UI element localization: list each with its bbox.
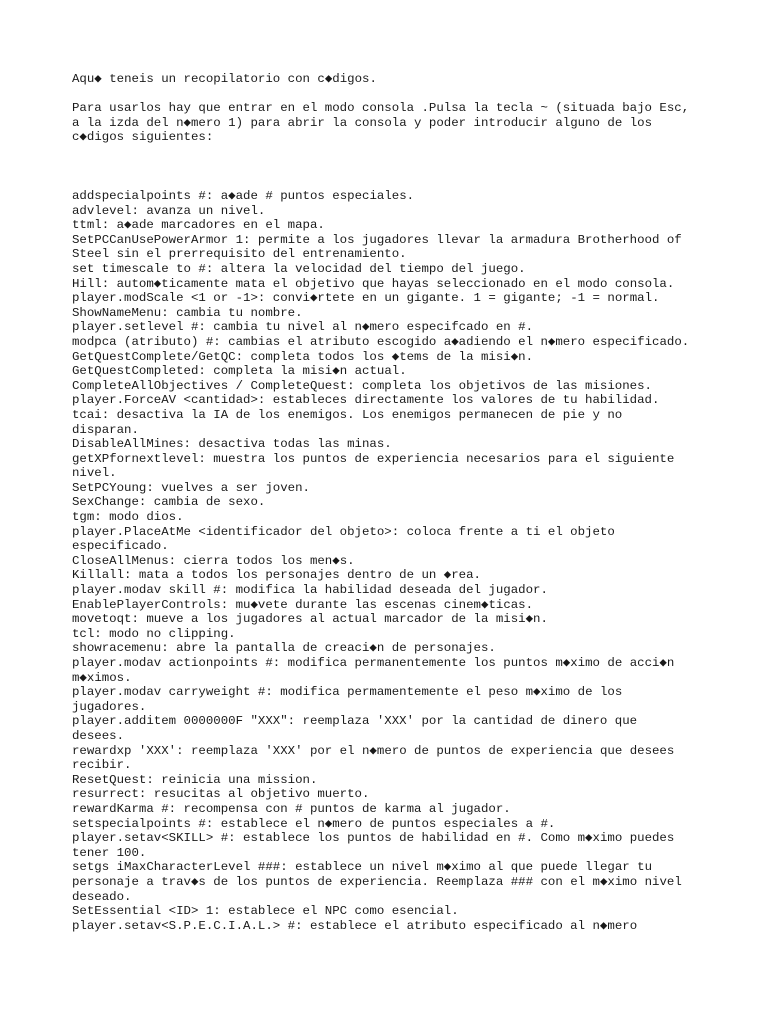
command-line: movetoqt: mueve a los jugadores al actual marcador de la misi◆n. [72,612,548,627]
command-line: SexChange: cambia de sexo. [72,495,266,510]
command-line: CloseAllMenus: cierra todos los men◆s. [72,553,355,568]
intro-paragraph [72,101,732,145]
command-line: tener 100. [72,845,147,860]
command-line: player.additem 0000000F "XXX": reemplaza 'XXX' por la cantidad de dinero que [72,714,638,729]
command-line: player.modav carryweight #: modifica permamentemente el peso m◆ximo de los [72,685,623,700]
command-line: m◆ximos. [72,670,132,685]
command-line: Steel sin el prerrequisito del entrenamiento. [72,247,407,262]
command-line: disparan. [72,422,139,437]
command-line: showracemenu: abre la pantalla de creaci◆n de personajes. [72,641,496,656]
command-line: setspecialpoints #: establece el n◆mero de puntos especiales a #. [72,816,556,831]
command-line: player.ForceAV <cantidad>: estableces directamente los valores de tu habilidad. [72,393,660,408]
command-line: tcl: modo no clipping. [72,626,236,641]
document-title: Aqu◆ teneis un recopilatorio con c◆digos. [72,72,377,86]
command-line: SetEssential <ID> 1: establece el NPC como esencial. [72,904,459,919]
command-line: player.PlaceAtMe <identificador del objeto>: coloca frente a ti el objeto [72,524,615,539]
command-line: ShowNameMenu: cambia tu nombre. [72,305,303,320]
command-list [72,189,732,933]
command-line: addspecialpoints #: a◆ade # puntos especiales. [72,189,415,203]
command-line: ttml: a◆ade marcadores en el mapa. [72,218,325,233]
command-line: GetQuestComplete/GetQC: completa todos los ◆tems de la misi◆n. [72,349,534,364]
command-line: player.setlevel #: cambia tu nivel al n◆mero especifcado en #. [72,320,534,335]
command-line: deseado. [72,889,132,904]
command-line: Killall: mata a todos los personajes dentro de un ◆rea. [72,568,481,583]
command-line: Hill: autom◆ticamente mata el objetivo que hayas seleccionado en el modo consola. [72,276,675,291]
command-line: player.modav skill #: modifica la habilidad deseada del jugador. [72,583,548,598]
command-line: especificado. [72,539,169,554]
command-line: jugadores. [72,699,147,714]
command-line: modpca (atributo) #: cambias el atributo escogido a◆adiendo el n◆mero especificado. [72,334,690,349]
command-line: player.setav<SKILL> #: establece los puntos de habilidad en #. Como m◆ximo puedes [72,831,675,846]
intro-line: Para usarlos hay que entrar en el modo consola .Pulsa la tecla ~ (situada bajo Esc, [72,101,690,115]
command-line: nivel. [72,466,117,481]
command-line: GetQuestCompleted: completa la misi◆n actual. [72,364,407,379]
command-line: personaje a trav◆s de los puntos de experiencia. Reemplaza ### con el m◆ximo nivel [72,874,682,889]
command-line: player.modScale <1 or -1>: convi◆rtete en un gigante. 1 = gigante; -1 = normal. [72,291,660,306]
intro-line: a la izda del n◆mero 1) para abrir la consola y poder introducir alguno de los [72,115,653,130]
command-line: player.modav actionpoints #: modifica permanentemente los puntos m◆ximo de acci◆n [72,656,675,670]
command-line: tgm: modo dios. [72,510,184,525]
intro-line: c◆digos siguientes: [72,130,214,145]
command-line: EnablePlayerControls: mu◆vete durante las escenas cinem◆ticas. [72,597,534,612]
command-line: tcai: desactiva la IA de los enemigos. Los enemigos permanecen de pie y no [72,407,623,422]
command-line: SetPCYoung: vuelves a ser joven. [72,480,310,495]
command-line: advlevel: avanza un nivel. [72,203,266,218]
command-line: ResetQuest: reinicia una mission. [72,772,318,787]
command-line: CompleteAllObjectives / CompleteQuest: completa los objetivos de las misiones. [72,378,652,393]
command-line: DisableAllMines: desactiva todas las minas. [72,437,392,452]
command-line: SetPCCanUsePowerArmor 1: permite a los jugadores llevar la armadura Brotherhood of [72,232,682,247]
command-line: resurrect: resucitas al objetivo muerto. [72,787,370,802]
command-line: rewardxp 'XXX': reemplaza 'XXX' por el n◆mero de puntos de experiencia que desees [72,743,675,758]
command-line: setgs iMaxCharacterLevel ###: establece un nivel m◆ximo al que puede llegar tu [72,860,653,875]
command-line: player.setav<S.P.E.C.I.A.L.> #: establece el atributo especificado al n◆mero [72,918,638,933]
command-line: getXPfornextlevel: muestra los puntos de experiencia necesarios para el siguiente [72,451,675,466]
command-line: desees. [72,728,125,743]
command-line: rewardKarma #: recompensa con # puntos de karma al jugador. [72,801,511,816]
command-line: set timescale to #: altera la velocidad del tiempo del juego. [72,261,526,276]
command-line: recibir. [72,758,132,773]
